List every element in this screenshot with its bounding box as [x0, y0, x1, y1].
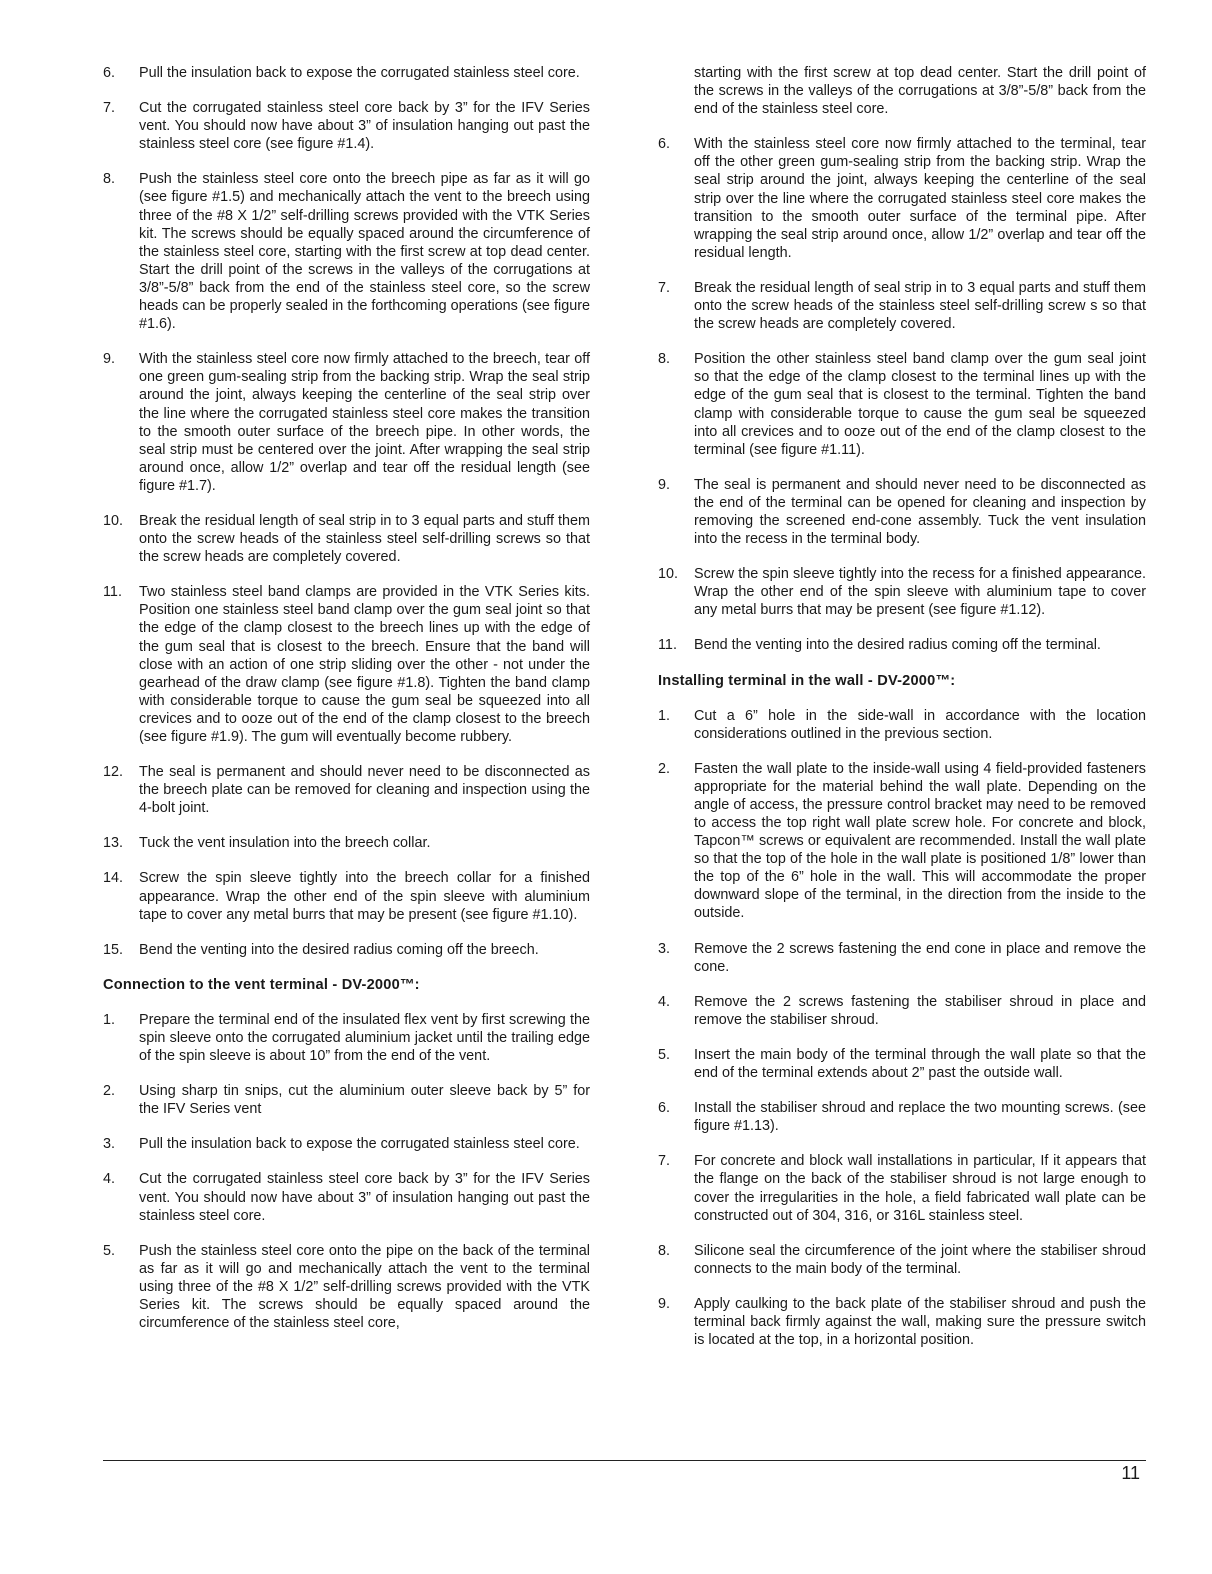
list-number: 10. [658, 566, 679, 583]
list-number: 10. [103, 512, 124, 529]
list-item [658, 135, 1146, 262]
list-text: Pull the insulation back to expose the corrugated stainless steel core. [139, 1136, 580, 1153]
list-number: 11. [658, 637, 677, 654]
list-item [658, 1295, 1146, 1349]
list-text: Remove the 2 screws fastening the end cone in place and remove the cone. [694, 940, 1146, 975]
list-text: Apply caulking to the back plate of the stabiliser shroud and push the terminal back firmly against the wall, making sure the pressure switch is located at the top, in a horizontal position. [694, 1295, 1146, 1349]
list-item [658, 940, 1146, 976]
list-text: Bend the venting into the desired radius coming off the breech. [139, 941, 539, 958]
list-text: Cut the corrugated stainless steel core back by 3” for the IFV Series vent. You should now have about 3” of insulation hanging out past the stainless steel core (see figure #1.4). [139, 100, 590, 153]
list-number: 15. [103, 941, 124, 958]
list-text: Position the other stainless steel band clamp over the gum seal joint so that the edge of the clamp closest to the terminal lines up with the edge of the gum seal that is closest to the terminal. Tighten the band clamp with considerable torque to cause the gum seal be squeezed into all crevices and to ooze out of the end of the clamp closest to the terminal (see figure #1.11). [694, 351, 1146, 458]
left-list-b [103, 1011, 590, 1332]
list-number: 8. [658, 351, 671, 368]
list-item [658, 1099, 1146, 1135]
list-text: Pull the insulation back to expose the corrugated stainless steel core. [139, 65, 580, 81]
list-item [658, 565, 1146, 619]
list-item [658, 476, 1146, 548]
list-number: 12. [103, 764, 124, 781]
list-item [103, 64, 590, 82]
list-number: 6. [658, 1100, 671, 1117]
list-number: 4. [103, 1171, 116, 1188]
list-item [658, 636, 1146, 654]
list-number: 2. [103, 1083, 116, 1100]
list-text: Screw the spin sleeve tightly into the recess for a finished appearance. Wrap the other end of the spin sleeve with aluminium tape to cover any metal burrs that may be present (see figure #1.12). [694, 566, 1146, 619]
list-text: The seal is permanent and should never need to be disconnected as the end of the terminal can be opened for cleaning and inspection by removing the screened end-cone assembly. Tuck the vent insulation into the recess in the terminal body. [694, 476, 1146, 548]
list-number: 3. [103, 1136, 116, 1153]
list-number: 6. [658, 136, 671, 153]
list-text: Push the stainless steel core onto the breech pipe as far as it will go (see figure #1.5) and mechanically attach the vent to the breech using three of the #8 X 1/2” self-drilling screws provided with the VTK Series kit. The screws should be equally spaced around the circumference of the stainless steel core, starting with the first screw at top dead center. Start the drill point of the screws in the valleys of the corrugations at 3/8”-5/8” back from the end of the stainless steel core, so the screw heads can be properly sealed in the forthcoming operations (see figure #1.6). [139, 171, 590, 333]
list-text: starting with the first screw at top dead center. Start the drill point of the screws in the valleys of the corrugations at 3/8”-5/8” back from the end of the stainless steel core. [694, 65, 1146, 118]
list-number: 13. [103, 835, 124, 852]
list-item [103, 170, 590, 333]
list-number: 5. [658, 1046, 671, 1063]
right-list-a [658, 135, 1146, 654]
list-text: Push the stainless steel core onto the pipe on the back of the terminal as far as it will go and mechanically attach the vent to the terminal using three of the #8 X 1/2” self-drilling screws provided with the VTK Series kit. The screws should be equally spaced around the circumference of the stainless steel core, [139, 1242, 590, 1332]
list-item [103, 869, 590, 923]
list-number: 2. [658, 760, 671, 777]
list-item [658, 1046, 1146, 1082]
list-item [103, 1242, 590, 1332]
list-item [103, 834, 590, 852]
list-number: 5. [103, 1242, 116, 1259]
list-text: Two stainless steel band clamps are provided in the VTK Series kits. Position one stainless steel band clamp over the gum seal joint so that the edge of the clamp closest to the breech lines up with the edge of the gum seal that is closest to the breech. Ensure that the band will close with an action of one strip sliding over the other - not under the gearhead of the draw clamp (see figure #1.8). Tighten the band clamp with considerable torque to cause the gum seal be squeezed into all crevices and to ooze out of the end of the clamp closest to the breech (see figure #1.9). The gum will eventually become rubbery. [139, 584, 590, 745]
list-text: The seal is permanent and should never need to be disconnected as the breech plate can be removed for cleaning and inspection using the 4-bolt joint. [139, 764, 590, 817]
left-column [103, 64, 590, 1349]
page-number: 11 [1121, 1463, 1140, 1483]
list-item [658, 279, 1146, 333]
list-text: Insert the main body of the terminal through the wall plate so that the end of the terminal extends about 2” past the outside wall. [694, 1046, 1146, 1082]
list-number: 9. [103, 351, 116, 368]
footer-rule [103, 1460, 1146, 1461]
list-number: 1. [658, 707, 671, 724]
list-item [103, 941, 590, 959]
list-text: Prepare the terminal end of the insulated flex vent by first screwing the spin sleeve onto the corrugated aluminium jacket until the trailing edge of the spin sleeve is about 10” from the end of the vent. [139, 1011, 590, 1065]
list-number: 14. [103, 870, 124, 887]
list-item [103, 1082, 590, 1118]
section-heading-installing-terminal: Installing terminal in the wall - DV-2000™: [658, 672, 956, 689]
list-text: Screw the spin sleeve tightly into the breech collar for a finished appearance. Wrap the other end of the spin sleeve with aluminium tape to cover any metal burrs that may be present (see figure #1.10). [139, 870, 590, 923]
list-number [658, 64, 694, 118]
left-list-a [103, 64, 590, 959]
list-number: 8. [658, 1242, 671, 1259]
list-number: 7. [658, 1153, 671, 1170]
list-number: 1. [103, 1011, 116, 1028]
list-item [658, 993, 1146, 1029]
list-number: 9. [658, 476, 671, 493]
list-text: Fasten the wall plate to the inside-wall using 4 field-provided fasteners appropriate for the material behind the wall plate. Depending on the angle of access, the pressure control bracket may need to be removed to access the top right wall plate screw hole. For concrete and block, Tapcon™ screws or equivalent are recommended. Install the wall plate so that the top of the hole in the wall plate is positioned 1/8” lower than the top of the 6” hole in the wall. This will accommodate the proper downward slope of the terminal, in the direction from the inside to the outside. [694, 760, 1146, 922]
list-item [658, 707, 1146, 743]
list-number: 7. [103, 100, 116, 117]
list-item [103, 1135, 590, 1153]
list-text: For concrete and block wall installations in particular, If it appears that the flange on the back of the stabiliser shroud is not large enough to cover the irregularities in the hole, a field fabricated wall plate can be constructed out of 304, 316, or 316L stainless steel. [694, 1153, 1146, 1224]
list-item [103, 763, 590, 817]
list-text: Using sharp tin snips, cut the aluminium outer sleeve back by 5” for the IFV Series vent [139, 1083, 590, 1118]
list-item [103, 1011, 590, 1065]
section-heading-vent-terminal: Connection to the vent terminal - DV-2000™: [103, 976, 420, 993]
list-item [658, 1242, 1146, 1278]
list-text: Cut the corrugated stainless steel core back by 3” for the IFV Series vent. You should now have about 3” of insulation hanging out past the stainless steel core. [139, 1171, 590, 1224]
list-text: Bend the venting into the desired radius coming off the terminal. [694, 637, 1101, 654]
list-item [103, 350, 590, 495]
list-number: 8. [103, 171, 116, 188]
right-list-b [658, 707, 1146, 1350]
list-text: Remove the 2 screws fastening the stabiliser shroud in place and remove the stabiliser shroud. [694, 993, 1146, 1028]
list-number: 4. [658, 993, 671, 1010]
list-number: 7. [658, 279, 671, 296]
list-text: Tuck the vent insulation into the breech collar. [139, 835, 431, 852]
list-number: 9. [658, 1295, 671, 1312]
list-number: 6. [103, 65, 116, 81]
list-item [103, 583, 590, 746]
list-item [103, 99, 590, 153]
list-item-continuation [658, 64, 1146, 118]
list-number: 11. [103, 584, 122, 601]
list-item [658, 350, 1146, 459]
list-text: With the stainless steel core now firmly attached to the terminal, tear off the other green gum-sealing strip from the backing strip. Wrap the seal strip around the joint, always keeping the centerline of the seal strip over the line where the corrugated stainless steel core makes the transition to the smooth outer surface of the terminal pipe. After wrapping the seal strip around once, allow 1/2” overlap and tear off the residual length. [694, 136, 1146, 261]
list-item [103, 1170, 590, 1224]
right-column [658, 64, 1146, 1366]
list-text: With the stainless steel core now firmly attached to the breech, tear off one green gum-sealing strip from the backing strip. Wrap the seal strip around the joint, always keeping the centerline of the seal strip over the line where the corrugated stainless steel core makes the transition to the smooth outer surface of the breech pipe. In other words, the seal strip must be centered over the joint. After wrapping the seal strip around once, allow 1/2” overlap and tear off the residual length (see figure #1.7). [139, 351, 590, 494]
list-text: Break the residual length of seal strip in to 3 equal parts and stuff them onto the screw heads of the stainless steel self-drilling screw s so that the screw heads are completely covered. [694, 279, 1146, 333]
list-number: 3. [658, 940, 671, 957]
list-text: Install the stabiliser shroud and replace the two mounting screws. (see figure #1.13). [694, 1100, 1146, 1135]
list-text: Silicone seal the circumference of the joint where the stabiliser shroud connects to the main body of the terminal. [694, 1242, 1146, 1277]
list-item [658, 760, 1146, 923]
list-text: Cut a 6” hole in the side-wall in accordance with the location considerations outlined in the previous section. [694, 707, 1146, 742]
list-text: Break the residual length of seal strip in to 3 equal parts and stuff them onto the screw heads of the stainless steel self-drilling screws so that the screw heads are completely covered. [139, 512, 590, 566]
list-item [658, 1152, 1146, 1224]
list-item [103, 512, 590, 566]
